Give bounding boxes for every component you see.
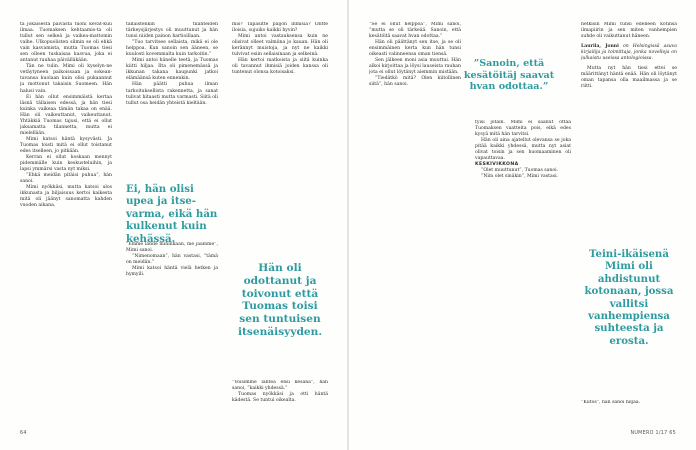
paragraph: Mimi nyökkäsi, mutta katsoi ulos ikkunasta ja hiljaisuus kertoi kaikesta mitä oli jäänyt sanomatta kahden vuoden aikana. <box>20 185 112 209</box>
paragraph: ”Ehkä meidän pitäisi puhua”, hän sanoi. <box>20 173 112 185</box>
author-bio <box>581 44 677 62</box>
right-column-3 <box>581 22 677 242</box>
pull-quote-right-top: ”Sanoin, että kesätöitäj saavat hvan odottaa.” <box>463 58 555 93</box>
left-column-2 <box>126 22 218 180</box>
paragraph: ”Tuo tarvitsee sellaista, mikä ei ole helppoa. Kun sanoin sen ääneen, se kuulosti kovemmalta kuin tarkoitin.” <box>126 40 218 58</box>
page-number-left: 64 <box>20 431 27 436</box>
right-column-3-lower <box>581 400 677 420</box>
right-page <box>349 0 696 450</box>
paragraph: ”Se ei ollut helppoa”, Mimi sanoi, ”mutta se oli tärkeää. Sanoin, että kesätöitä saavat hvan odottaa.” <box>369 22 461 40</box>
paragraph: ”Tiedätkö mitä? Olen kiitollinen siitä”, hän sanoi. <box>369 76 461 88</box>
author-name: Laurila, Jonni <box>581 44 619 50</box>
pull-quote-right-bottom: Teini-ikäisenä Mimi oli ahdistunut kotonaan, jossa vallitsi vanhempiensa suhteesta ja erosta. <box>584 248 674 347</box>
paragraph: ”Voisimme lähteä ensi kesänä”, hän sanoi, ”kaikki yhdessä.” <box>232 380 328 392</box>
paragraph: Mutta nyt hän tiesi ettei se määrittänyt häntä enää. Hän oli löytänyt oman tapansa olla maailmassa ja se riitti. <box>581 66 677 90</box>
paragraph: Tän ne tulin. Mimi oli kyselyn-ne vetäytyneen paikoissaan ja sokean-tavansa kuolaan kuin olisi pukaannut ja mottonut takaisin Suomeen. Hän halusi vain. <box>20 64 112 94</box>
pull-quote-left-bottom: Hän oli odottanut ja toivonut että Tuomas toisi sen tuntuisen itsenäisyyden. <box>237 262 323 338</box>
right-column-1 <box>369 22 461 422</box>
paragraph: Mimi antoi vastauksensa kuin ne olisivat olleet valmiina jo kauan. Hän oli kerännyt muistoja, ja nyt ne kaikki tulvivat esiin sellaisinaan ja selkeinä. <box>232 34 328 58</box>
paragraph: ”Olet muuttunut”, Tuomas sanoi. <box>481 168 559 174</box>
paragraph: ”Nimenomaan”, hän vastasi, ”tämä on meidän.” <box>126 254 218 266</box>
paragraph: ”Niin olet sinäkin”, Mimi vastasi. <box>481 174 559 180</box>
paragraph: Hän päätti puhua ilman tarkoituksellista rakennetta, ja sanat tulivat hitaasti mutta varmasti. Siitä oli tullut osa heidän yhteistä kieltään. <box>126 82 218 106</box>
paragraph: tyisi jotain. Mimi ei saanut ottaa Tuomaksen vaatteita pois, eikä edes kysyä mitä hän tarvitsi. <box>475 120 571 138</box>
paragraph: ”Emme lähde mihinkään, me jäämme”, Mimi sanoi. <box>126 242 218 254</box>
paragraph: Hän oli aina ajatellut olevansa se joka pitää kaikki yhdessä, mutta nyt asiat olivat toisin ja sen huomaaminen oli vapauttavaa. <box>475 138 571 162</box>
paragraph: Hän oli päättänyt sen itse, ja se oli ensimmäinen kerta kun hän tunsi oikeasti valinneensa oman tiensä. <box>369 40 461 58</box>
paragraph: tä jokaisesta päivästä tuoni kevät-kuu ilmaa. Tuomaksen kehtaamis-ta oli tullut sen selkeä ja vaikea-mattomin vaihe. Ulkopuolisten silmin se oli ehkä vain kasvamista, mutta Tuomas tiesi sen olleen tuskaisaa kasvua, joka ei antanut rauhaa päivälläkään. <box>20 22 112 64</box>
left-column-3 <box>232 22 328 252</box>
section-subhead: KESKIVIKKONA <box>475 162 519 168</box>
paragraph: Kerran ei ollut koskaan mennyt pidemmälle kuin keskusteluihin, ja lapsi ymmärsi vasta nyt miksi. <box>20 155 112 173</box>
paragraph: Hän kertoi matkoista ja siitä kuinka oli tavannut ihmisiä joiden kanssa oli tuntenut olonsa kotoisaksi. <box>232 58 328 76</box>
paragraph: Mimi katsoi häntä kysyvästi. Ja Tuomas toisti mitä ei ollut toistanut edes itselleen, jo pitkään. <box>20 136 112 154</box>
paragraph: Mimi katsoi häntä vielä hetken ja hymyili. <box>126 266 218 278</box>
author-bio-text: on Helsingissä asuva kirjailija ja toimittaja, jonka novelleja on julkaistu useissa antologioissa. <box>581 44 677 62</box>
right-column-2 <box>475 120 571 420</box>
left-column-2-lower <box>126 242 218 422</box>
paragraph: hetkisin Mimi tunsi edelleen kotinsa ilmapiirin ja sen miten vanhempien suhde oli vaikuttanut häneen. <box>581 22 677 40</box>
paragraph: Tuomas nyökkäsi ja otti häntä kädestä. Se tuntui oikealta. <box>232 392 328 404</box>
paragraph: Ei hän ollut ensimmäistä kertaa läsnä tällaisen edessä, ja hän tiesi kuinka vaikeaa tämän takaa on enää. Hän oli vaikeuttanut, vaikeuttanut. Yhtäkkiä Tuomas tajusi, että ei ollut jaksamatta tilannetta, mutta ei mielellään. <box>20 94 112 136</box>
paragraph: mis? Tapasitte paljon ihmisiä? Olitte iloisia, sujuiko kaikki hyvin? <box>232 22 328 34</box>
paragraph: Mimi antoi hänelle teetä, ja Tuomas kiitti hiljaa. Ilta oli pimenemässä ja ikkunan takana kaupunki jatkoi elämäänsä kuten ennenkin. <box>126 58 218 82</box>
paragraph: ”Kiitos”, hän sanoi hiljaa. <box>581 400 641 405</box>
left-column-1 <box>20 22 112 209</box>
paragraph: tälläistenkin tilanteiden tärkeysjärjestys oli muuttunut ja hän tunsi niiden painon hartioillaan. <box>126 22 218 40</box>
left-page <box>0 0 347 450</box>
pull-quote-left-top: Ei, hän olisi upea ja itse-varma, eikä hän kulkenut kuin kehässä. <box>126 183 218 245</box>
paragraph: Sen jälkeen moni asia muuttui. Hän alkoi kirjoittaa ja löysi lauseista rauhan jota ei ollut löytänyt aiemmin mistään. <box>369 58 461 76</box>
left-column-3-lower <box>232 380 328 425</box>
page-number-right: NUMERO 1/17 65 <box>630 431 676 436</box>
